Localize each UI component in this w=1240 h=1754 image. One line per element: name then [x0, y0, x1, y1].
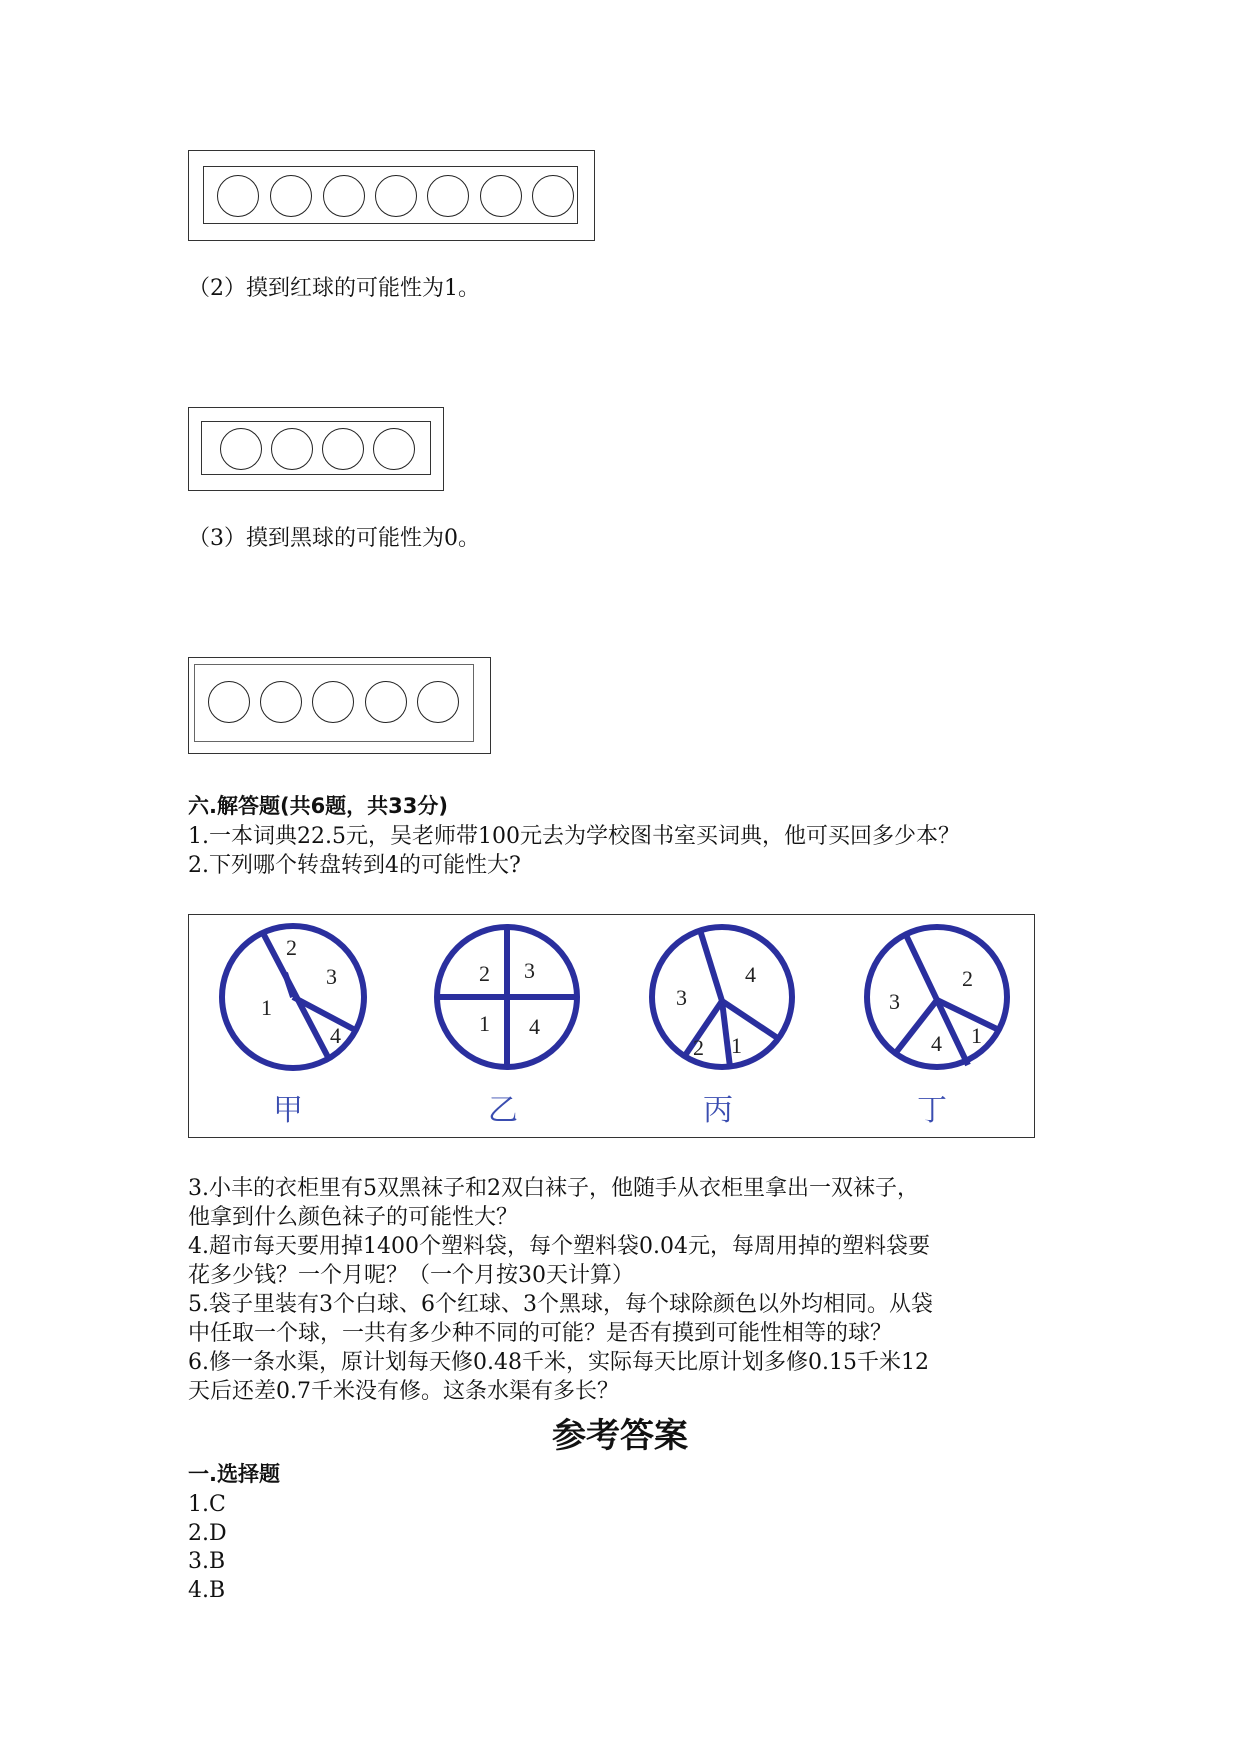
question-4-line1: 4.超市每天要用掉1400个塑料袋，每个塑料袋0.04元，每周用掉的塑料袋要 — [188, 1234, 930, 1259]
white-ball — [322, 428, 364, 470]
question-3-line2: 他拿到什么颜色袜子的可能性大？ — [188, 1205, 519, 1230]
yi-num-2: 2 — [479, 961, 490, 986]
white-ball — [220, 428, 262, 470]
jia-num-2: 2 — [286, 935, 297, 960]
section6-heading: 六.解答题(共6题，共33分) — [188, 794, 449, 818]
white-ball — [271, 428, 313, 470]
ball-box-1 — [188, 150, 595, 241]
answers-title: 参考答案 — [552, 1416, 688, 1456]
question-5-line2: 中任取一个球，一共有多少种不同的可能？是否有摸到可能性相等的球？ — [188, 1321, 893, 1346]
spinner-label-ding: 丁 — [917, 1093, 947, 1128]
white-ball — [417, 681, 459, 723]
question-4-line2: 花多少钱？一个月呢？（一个月按30天计算） — [188, 1263, 634, 1288]
yi-num-3: 3 — [524, 958, 535, 983]
spinner-svg — [189, 915, 1036, 1139]
answer-item: 3.B — [188, 1549, 226, 1574]
answer-item: 2.D — [188, 1521, 227, 1546]
answers-section1-heading: 一.选择题 — [188, 1462, 280, 1486]
spinner-yi — [437, 927, 577, 1067]
spinner-label-bing: 丙 — [703, 1093, 733, 1128]
q5-part2-label: （2）摸到红球的可能性为1。 — [188, 276, 480, 301]
answer-item: 1.C — [188, 1492, 226, 1517]
ding-num-2: 2 — [962, 966, 973, 991]
white-ball — [260, 681, 302, 723]
jia-num-3: 3 — [326, 964, 337, 989]
question-2: 2.下列哪个转盘转到4的可能性大? — [188, 853, 521, 878]
q5-part3-label: （3）摸到黑球的可能性为0。 — [188, 526, 480, 551]
question-6-line1: 6.修一条水渠，原计划每天修0.48千米，实际每天比原计划多修0.15千米12 — [188, 1350, 929, 1375]
yi-num-1: 1 — [479, 1011, 490, 1036]
white-ball — [208, 681, 250, 723]
question-1: 1.一本词典22.5元，吴老师带100元去为学校图书室买词典，他可买回多少本？ — [188, 824, 960, 849]
bing-num-3: 3 — [676, 985, 687, 1010]
answer-item: 4.B — [188, 1578, 226, 1603]
yi-num-4: 4 — [529, 1014, 540, 1039]
ding-num-4: 4 — [931, 1031, 942, 1056]
ball-box-2 — [188, 407, 444, 491]
white-ball — [365, 681, 407, 723]
white-ball — [312, 681, 354, 723]
jia-num-1: 1 — [261, 995, 272, 1020]
ball-box-3 — [188, 657, 491, 754]
white-ball — [323, 175, 365, 217]
bing-num-2: 2 — [693, 1035, 704, 1060]
spinner-figure — [188, 914, 1035, 1138]
white-ball — [427, 175, 469, 217]
bing-num-1: 1 — [731, 1033, 742, 1058]
question-3-line1: 3.小丰的衣柜里有5双黑袜子和2双白袜子，他随手从衣柜里拿出一双袜子， — [188, 1176, 919, 1201]
white-ball — [373, 428, 415, 470]
question-5-line1: 5.袋子里装有3个白球、6个红球、3个黑球，每个球除颜色以外均相同。从袋 — [188, 1292, 933, 1317]
ding-num-3: 3 — [889, 989, 900, 1014]
question-6-line2: 天后还差0.7千米没有修。这条水渠有多长？ — [188, 1379, 619, 1404]
ding-num-1: 1 — [971, 1023, 982, 1048]
bing-num-4: 4 — [745, 962, 756, 987]
white-ball — [270, 175, 312, 217]
spinner-label-yi: 乙 — [488, 1093, 518, 1128]
white-ball — [480, 175, 522, 217]
spinner-label-jia: 甲 — [273, 1093, 303, 1128]
white-ball — [532, 175, 574, 217]
white-ball — [217, 175, 259, 217]
spinner-bing — [652, 927, 792, 1067]
jia-num-4: 4 — [330, 1023, 341, 1048]
white-ball — [375, 175, 417, 217]
